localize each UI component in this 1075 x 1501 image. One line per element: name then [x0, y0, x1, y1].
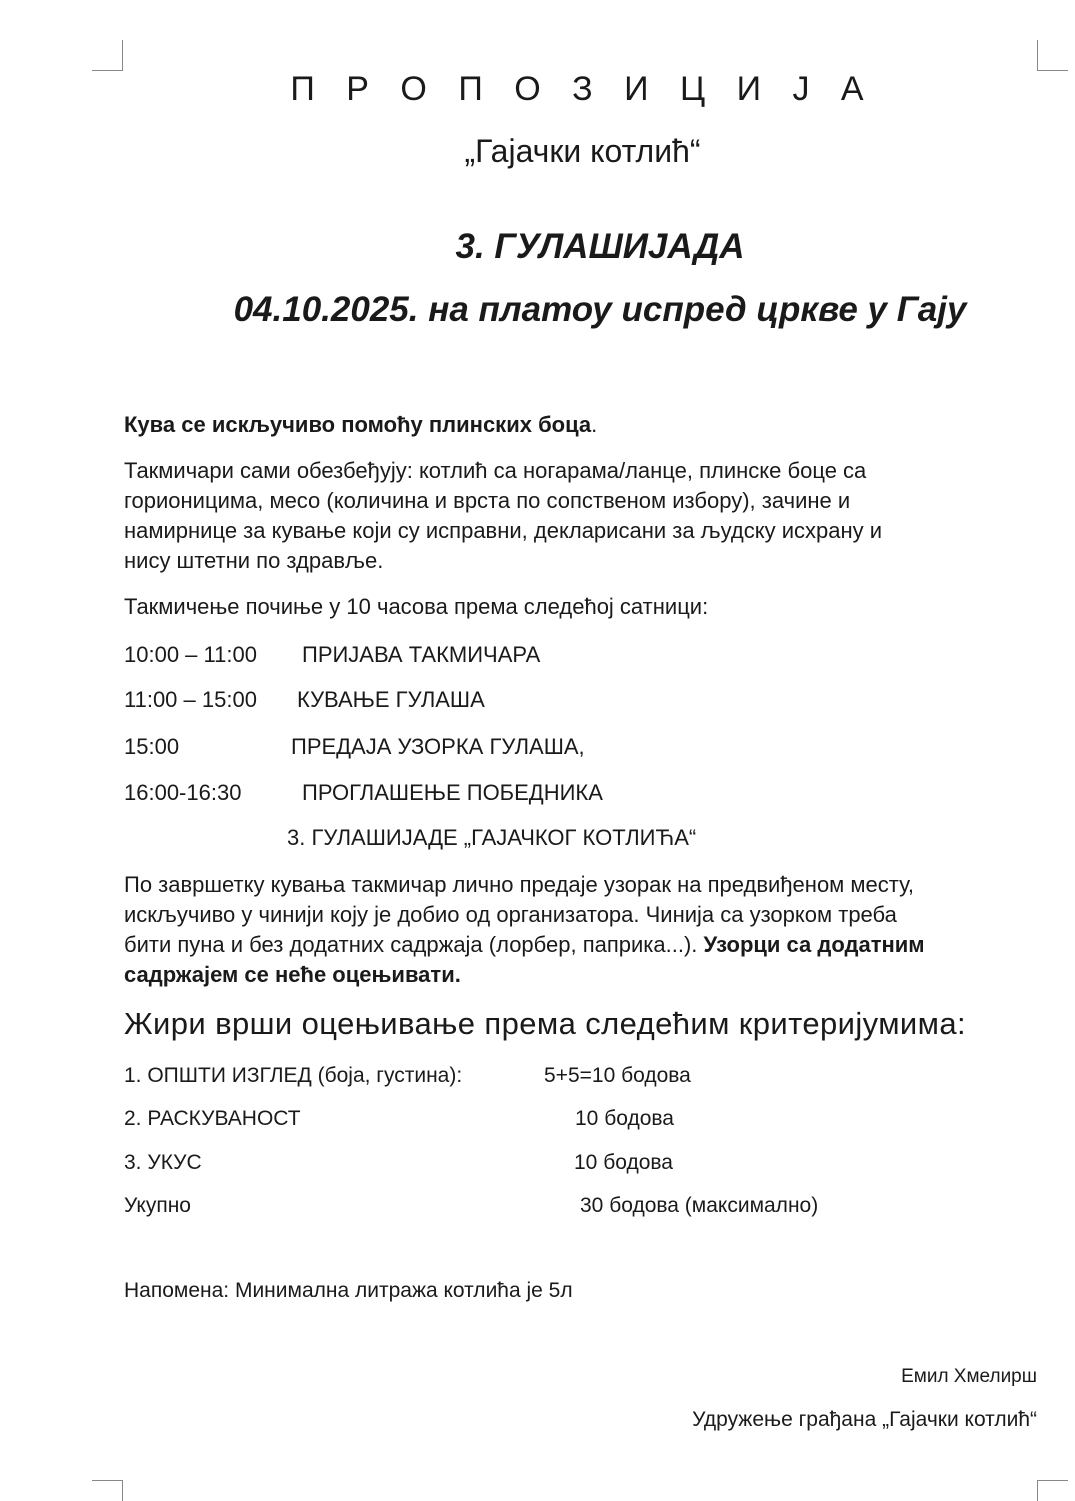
schedule-activity: ПРЕДАЈА УЗОРКА ГУЛАША,	[291, 734, 585, 759]
supplies-line: Такмичари сами обезбеђују: котлић са ногарама/ланце, плинске боце са	[124, 458, 867, 483]
supplies-line: намирнице за кување који су исправни, декларисани за људску исхрану и	[124, 518, 883, 543]
criteria-label: 1. ОПШТИ ИЗГЛЕД (боја, густина):	[124, 1064, 463, 1087]
document-subtitle: „Гајачки котлић“	[464, 133, 701, 169]
criteria-total-score: 30 бодова (максимално)	[580, 1194, 819, 1217]
schedule-time: 10:00 – 11:00	[124, 642, 257, 667]
signature-organization: Удружење грађана „Гајачки котлић“	[692, 1408, 1037, 1431]
criteria-score: 5+5=10 бодова	[544, 1064, 691, 1087]
criteria-label: 3. УКУС	[124, 1151, 202, 1174]
gas-rule	[124, 410, 597, 440]
supplies-paragraph	[124, 456, 882, 576]
schedule-time: 15:00	[124, 734, 180, 759]
criteria-score: 10 бодова	[574, 1151, 673, 1174]
jury-heading: Жири врши оцењивање према следећим критеријумима:	[124, 1006, 967, 1041]
schedule-intro: Такмичење почиње у 10 часова према следећој сатници:	[124, 594, 709, 619]
crop-mark-bottom-right	[1037, 1480, 1068, 1501]
criteria-total-label: Укупно	[124, 1194, 191, 1217]
criteria-score: 10 бодова	[575, 1107, 674, 1130]
schedule-award: 3. ГУЛАШИЈАДЕ „ГАЈАЧКОГ КОТЛИЋА“	[287, 825, 697, 850]
schedule-time: 11:00 – 15:00	[124, 687, 257, 712]
sample-rules-line	[124, 960, 925, 990]
supplies-line: горионицима, месо (количина и врста по сопственом избору), зачине и	[124, 488, 851, 513]
document-title: П Р О П О З И Ц И Ј А	[290, 70, 875, 108]
signature-name: Емил Хмелирш	[901, 1366, 1037, 1387]
gas-rule-period: .	[591, 412, 598, 437]
sample-rules-warning: садржајем се неће оцењивати.	[124, 962, 461, 987]
sample-rules-line: искључиво у чинији коју је добио од организатора. Чинија са узорком треба	[124, 902, 897, 927]
schedule-activity: КУВАЊЕ ГУЛАША	[297, 687, 485, 712]
crop-mark-top-right	[1037, 40, 1068, 71]
note: Напомена: Минимална литража котлића је 5л	[124, 1279, 573, 1302]
supplies-line: нису штетни по здравље.	[124, 548, 384, 573]
crop-mark-top-left	[92, 40, 123, 71]
gas-rule-text: Кува се искључиво помоћу плинских боца	[124, 412, 592, 437]
crop-mark-bottom-left	[92, 1480, 123, 1501]
event-date-venue: 04.10.2025. на платоу испред цркве у Гају	[233, 290, 967, 329]
sample-rules-warning: Узорци са додатним	[703, 932, 925, 957]
schedule-time: 16:00-16:30	[124, 780, 242, 805]
sample-rules-paragraph	[124, 870, 925, 990]
event-name: 3. ГУЛАШИЈАДА	[455, 227, 745, 266]
sample-rules-line	[124, 930, 925, 960]
schedule-activity: ПРИЈАВА ТАКМИЧАРА	[302, 642, 541, 667]
sample-rules-line: По завршетку кувања такмичар лично предаје узорак на предвиђеном месту,	[124, 872, 915, 897]
criteria-label: 2. РАСКУВАНОСТ	[124, 1107, 301, 1130]
sample-rules-text: бити пуна и без додатних садржаја (лорбер, паприка...).	[124, 932, 704, 957]
schedule-activity: ПРОГЛАШЕЊЕ ПОБЕДНИКА	[302, 780, 603, 805]
